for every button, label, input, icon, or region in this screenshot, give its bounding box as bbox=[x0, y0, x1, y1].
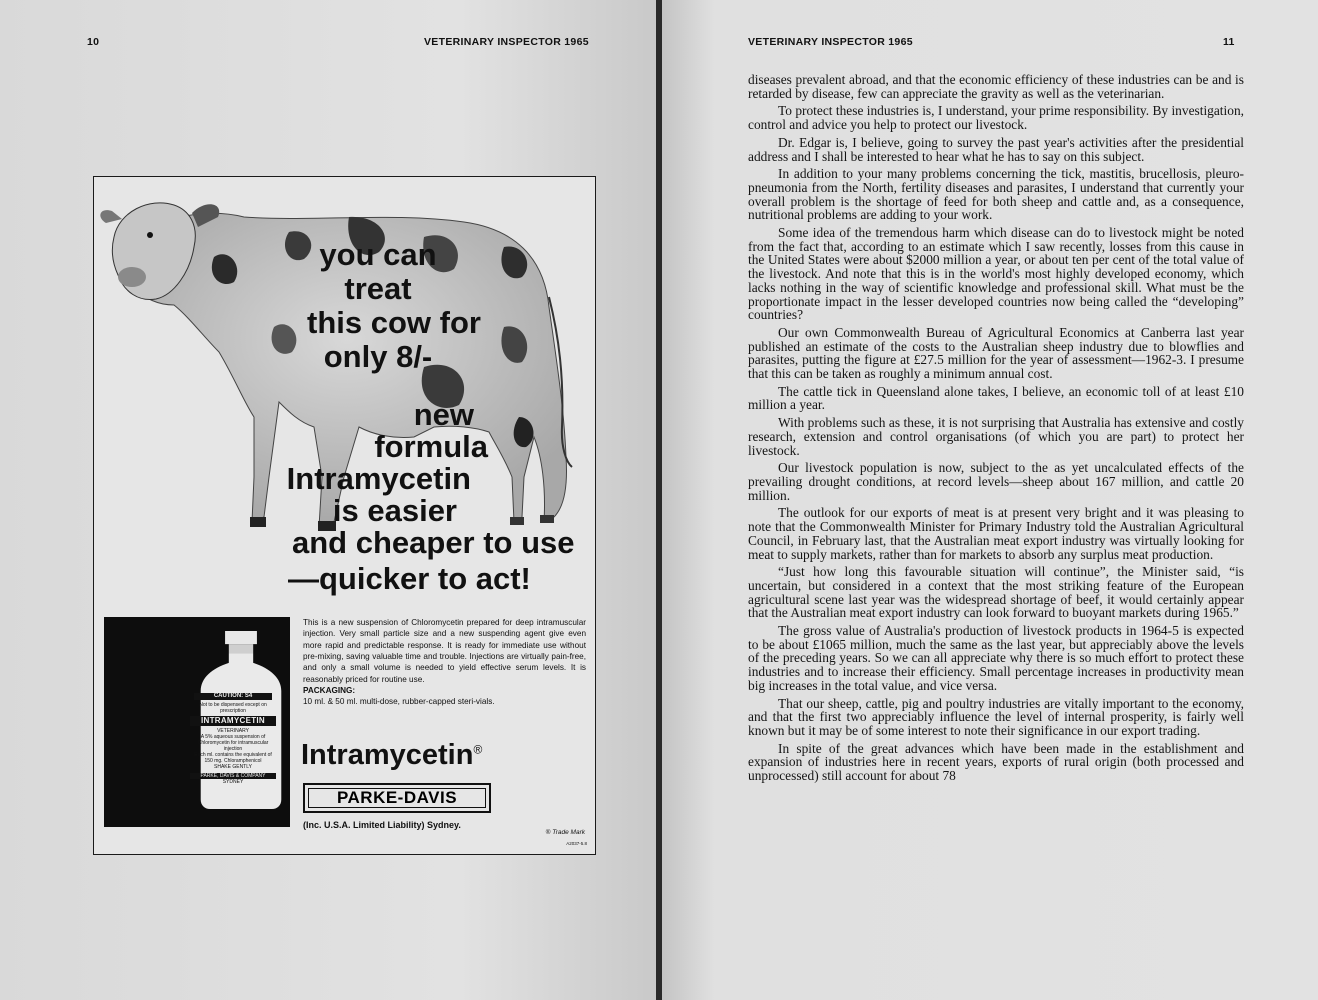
headline-line-1: you can bbox=[319, 237, 437, 272]
paragraph: The gross value of Australia's production of livestock products in 1964-5 is expected to be about £1065 million, much the same as the last year, but appreciably above the levels of the preceding years. So we can all appreciate why there is so much effort to protect these industries and to increase their efficiency. Small percentage increases in productivity mean big increases in the total value, and vice versa. bbox=[748, 623, 1244, 693]
paragraph: In addition to your many problems concerning the tick, mastitis, brucellosis, pleuro-pneumonia from the North, fertility diseases and parasites, I understand that currently your overall problem is the shortage of feed for both sheep and cattle and, as a consequence, nutritional problems are adding to your work. bbox=[748, 166, 1244, 223]
advert-code: A2037-5.8 bbox=[566, 841, 587, 846]
label-veterinary: VETERINARY bbox=[217, 727, 249, 734]
label-dose: Each ml. contains the equivalent of 150 mg. Chloramphenicol bbox=[194, 751, 272, 764]
paragraph: “Just how long this favourable situation will continue”, the Minister said, “is uncertain, but considered in a context that the most striking feature of the European agricultural scene last year was the widespread shortage of beef, it would certainly appear that the Australian meat export industry can look forward to buoyant markets during 1965.” bbox=[748, 564, 1244, 621]
packaging-heading: PACKAGING: bbox=[303, 685, 356, 695]
left-page-number: 10 bbox=[87, 36, 100, 48]
headline-new: new bbox=[413, 397, 474, 432]
headline-line-2: treat bbox=[344, 271, 412, 306]
company-note: (Inc. U.S.A. Limited Liability) Sydney. bbox=[303, 820, 461, 830]
headline-quicker: —quicker to act! bbox=[288, 561, 531, 596]
label-caution: CAUTION: S4 bbox=[194, 693, 272, 700]
headline-line-4: only 8/- bbox=[323, 339, 433, 374]
trade-mark-note: ® Trade Mark bbox=[545, 829, 585, 836]
left-running-head: VETERINARY INSPECTOR 1965 bbox=[424, 36, 589, 48]
product-name bbox=[301, 739, 482, 772]
bottle-label bbox=[190, 693, 276, 785]
paragraph: With problems such as these, it is not surprising that Australia has extensive and costly research, extension and control organisations (of which you are part) to protect her livestock. bbox=[748, 415, 1244, 458]
paragraph: Some idea of the tremendous harm which disease can do to livestock might be noted from the fact that, according to an estimate which I saw recently, losses from this cause in the United States were about $2000 million a year, or about ten per cent of the total value of the livestock. And note that this is in the world's most highly developed economy, which lacks nothing in the way of scientific knowledge and professional skill. What must be the proportionate impact in the lesser developed countries now being called the “developing” countries? bbox=[748, 225, 1244, 323]
left-page bbox=[0, 0, 656, 1000]
headline-is-easier: is easier bbox=[332, 493, 457, 528]
label-brand: INTRAMYCETIN bbox=[190, 716, 276, 726]
intramycetin-advert bbox=[93, 176, 596, 855]
right-page-number: 11 bbox=[1223, 36, 1235, 48]
headline-formula: formula bbox=[374, 429, 488, 464]
paragraph: That our sheep, cattle, pig and poultry industries are vitally important to the economy, and that the first two appreciably influence the level of internal prosperity, is fairly well known but it may be of some interest to note their significance in our export trading. bbox=[748, 695, 1244, 738]
paragraph: The outlook for our exports of meat is at present very bright and it was pleasing to note that the Commonwealth Minister for Primary Industry told the Australian Agricultural Council, in February last, that the Australian meat export industry was virtually looking for meat to supply markets, rather than for markets to absorb any surplus meat production. bbox=[748, 505, 1244, 562]
parke-davis-logo: PARKE-DAVIS bbox=[303, 783, 491, 813]
paragraph: Our livestock population is now, subject to the as yet uncalculated effects of the prevailing drought conditions, at record levels—sheep about 167 million, and cattle 20 million. bbox=[748, 460, 1244, 503]
product-name-text: Intramycetin bbox=[301, 739, 474, 771]
paragraph: Our own Commonwealth Bureau of Agricultural Economics at Canberra last year published an estimate of the costs to the Australian sheep industry due to blowflies and parasites, putting the figure at £27.5 million for the year of assessment—1962-3. I presume that this can be taken as roughly a minimum annual cost. bbox=[748, 324, 1244, 382]
packaging-text: 10 ml. & 50 ml. multi-dose, rubber-capped steri-vials. bbox=[303, 697, 495, 707]
headline-cheaper: and cheaper to use bbox=[292, 525, 575, 560]
label-shake: SHAKE GENTLY bbox=[214, 763, 252, 770]
paragraph: In spite of the great advances which have been made in the establishment and expansion of industries here in recent years, exports of rural origin (both processed and unprocessed) still account for about 78 bbox=[748, 740, 1244, 784]
registered-mark: ® bbox=[473, 742, 483, 757]
label-maker: PARKE, DAVIS & COMPANY bbox=[190, 773, 276, 779]
advert-description: This is a new suspension of Chloromycetin prepared for deep intramuscular injection. Very small particle size and a new suspending agent give even more rapid and predictable response. It is ready for immediate use without pre-mixing, saving valuable time and trouble. Injections are virtually pain-free, and only a small volume is needed to yield effective serum levels. It is reasonably priced for routine use. bbox=[303, 618, 586, 684]
label-warning: Not to be dispensed except on prescription bbox=[199, 702, 267, 715]
paragraph: The cattle tick in Queensland alone takes, I believe, an economic toll of at least £10 million a year. bbox=[748, 383, 1244, 413]
headline-intramycetin: Intramycetin bbox=[286, 461, 471, 496]
label-contents: A 5% aqueous suspension of Chloromycetin for intramuscular injection bbox=[197, 733, 269, 752]
article-column bbox=[748, 73, 1244, 787]
paragraph: To protect these industries is, I understand, your prime responsibility. By investigation, control and advice you help to protect our livestock. bbox=[748, 103, 1244, 133]
advert-body-copy bbox=[303, 617, 586, 708]
headline-line-3: this cow for bbox=[307, 305, 481, 340]
right-running-head: VETERINARY INSPECTOR 1965 bbox=[748, 36, 913, 48]
paragraph: Dr. Edgar is, I believe, going to survey the past year's activities after the presidential address and I shall be interested to hear what he has to say on this subject. bbox=[748, 134, 1244, 164]
label-city: SYDNEY bbox=[222, 778, 244, 785]
paragraph: diseases prevalent abroad, and that the economic efficiency of these industries can be and is retarded by disease, few can appreciate the gravity as well as the veterinarian. bbox=[748, 72, 1244, 101]
